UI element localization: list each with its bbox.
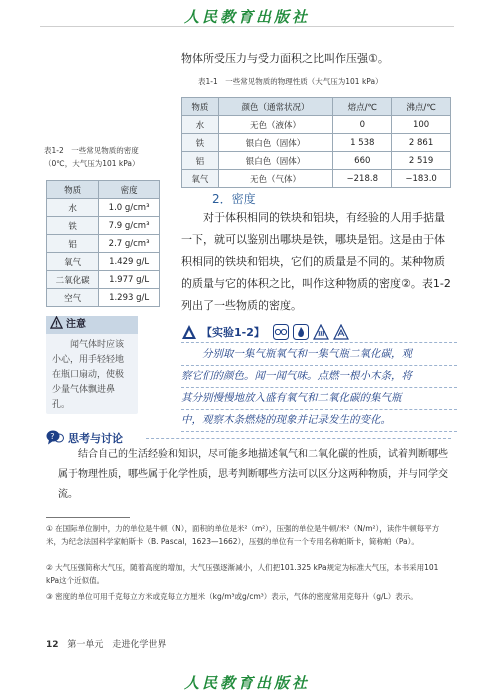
table-row [47,253,160,271]
table-1-2-caption-condition: （0℃，大气压为101 kPa） [44,159,140,168]
experiment-text [181,344,457,432]
discussion-icon [46,429,64,445]
caution-header [46,316,138,334]
publisher-logo-bottom: 人民教育出版社 [183,674,310,692]
think-divider [146,438,451,439]
table-cell: 银白色（固体） [218,152,333,170]
experiment-line: 察它们的颜色。闻一闻气味。点燃一根小木条，将 [181,366,457,388]
table-1-2 [46,180,160,307]
table-header-row [47,181,160,199]
unit-title: 第一单元 走进化学世界 [67,640,167,650]
table-cell: 空气 [47,289,99,307]
ventilation-icon [333,324,349,340]
header-cell: 熔点/℃ [333,98,392,116]
table-cell: 二氧化碳 [47,271,99,289]
footnote-2: ② 大气压强简称大气压，随着高度的增加，大气压强逐渐减小，人们把101.325 kPa规定为标准大气压，本书采用101 kPa这个近似值。 [46,563,439,585]
header-cell: 沸点/℃ [392,98,451,116]
experiment-line: 其分别慢慢地放入盛有氧气和二氧化碳的集气瓶 [181,388,457,410]
footnote-divider [46,517,130,518]
experiment-badge-icon [181,324,197,340]
think-paragraph: 结合自己的生活经验和知识，尽可能多地描述氧气和二氧化碳的性质，试着判断哪些属于物理性质，哪些属于化学性质，思考判断哪些方法可以区分这两种物质，并与同学交流。 [58,449,448,500]
table-cell: 无色（液体） [218,116,333,134]
table-cell: 1.0 g/cm³ [99,199,160,217]
table-cell: 铝 [47,235,99,253]
table-1-1 [181,97,451,188]
table-cell: 水 [182,116,219,134]
table-cell: 银白色（固体） [218,134,333,152]
think-label: 思考与讨论 [68,432,123,445]
table-row [182,116,451,134]
table-1-2-caption [44,144,164,170]
table-cell: 水 [47,199,99,217]
page-footer [46,637,166,650]
table-cell: 7.9 g/cm³ [99,217,160,235]
pressure-definition: 物体所受压力与受力面积之比叫作压强①。 [181,52,389,65]
table-cell: 100 [392,116,451,134]
table-cell: 铝 [182,152,219,170]
table-cell: 氧气 [182,170,219,188]
table-cell: 1 538 [333,134,392,152]
table-cell: 660 [333,152,392,170]
publisher-logo-top: 人民教育出版社 [183,8,310,26]
table-row [182,170,451,188]
caution-label: 注意 [66,319,86,330]
table-1-1-caption: 表1-1 一些常见物质的物理性质（大气压为101 kPa） [198,77,383,86]
table-cell: 2 861 [392,134,451,152]
top-divider [40,26,454,27]
experiment-header [181,322,457,343]
table-cell: 2.7 g/cm³ [99,235,160,253]
caution-text: 闻气体时应该小心，用手轻轻地在瓶口扇动，使极少量气体飘进鼻孔。 [52,340,125,410]
experiment-label: 【实验1-2】 [201,326,265,339]
table-1-2-caption-title: 表1-2 一些常见物质的密度 [44,146,139,155]
svg-text:?: ? [50,432,55,441]
table-header-row [182,98,451,116]
table-row [182,134,451,152]
table-row [47,235,160,253]
table-cell: 1.429 g/L [99,253,160,271]
table-cell: −183.0 [392,170,451,188]
table-cell: 0 [333,116,392,134]
density-paragraph: 对于体积相同的铁块和铝块，有经验的人用手掂量一下，就可以鉴别出哪块是铁，哪块是铝。这是由于体积相同的铁块和铝块，它们的质量是不同的。某种物质的质量与它的体积之比，叫作这种物质的密度②。表1-2列出了一些物质的密度。 [181,211,451,312]
page-number: 12 [46,640,59,650]
header-cell: 物质 [182,98,219,116]
header-cell: 颜色（通常状况） [218,98,333,116]
experiment-line: 中，观察木条燃烧的现象并记录发生的变化。 [181,410,457,432]
table-cell: −218.8 [333,170,392,188]
goggles-icon [273,324,289,340]
table-row [47,271,160,289]
table-cell: 1.977 g/L [99,271,160,289]
table-row [47,289,160,307]
table-cell: 2 519 [392,152,451,170]
hot-icon [313,324,329,340]
header-cell: 物质 [47,181,99,199]
table-cell: 铁 [47,217,99,235]
density-heading: 2．密度 [212,192,256,206]
think-header [46,427,454,447]
header-cell: 密度 [99,181,160,199]
caution-box [46,316,138,414]
table-row [182,152,451,170]
warning-triangle-icon [50,316,63,329]
experiment-line: 分别取一集气瓶氧气和一集气瓶二氧化碳，观 [181,344,457,366]
table-cell: 氧气 [47,253,99,271]
table-cell: 1.293 g/L [99,289,160,307]
table-cell: 铁 [182,134,219,152]
table-row [47,199,160,217]
fire-icon [293,324,309,340]
table-row [47,217,160,235]
table-cell: 无色（气体） [218,170,333,188]
footnote-3: ③ 密度的单位可用千克每立方米或克每立方厘米（kg/m³或g/cm³）表示，气体的密度常用克每升（g/L）表示。 [46,592,418,601]
footnote-1: ① 在国际单位制中，力的单位是牛顿（N），面积的单位是米²（m²），压强的单位是牛顿/米²（N/m²），读作牛顿每平方米，为纪念法国科学家帕斯卡（B. Pascal，1623—1662），压强的单位有一个专用名称帕斯卡，简称帕（Pa）。 [46,524,440,546]
